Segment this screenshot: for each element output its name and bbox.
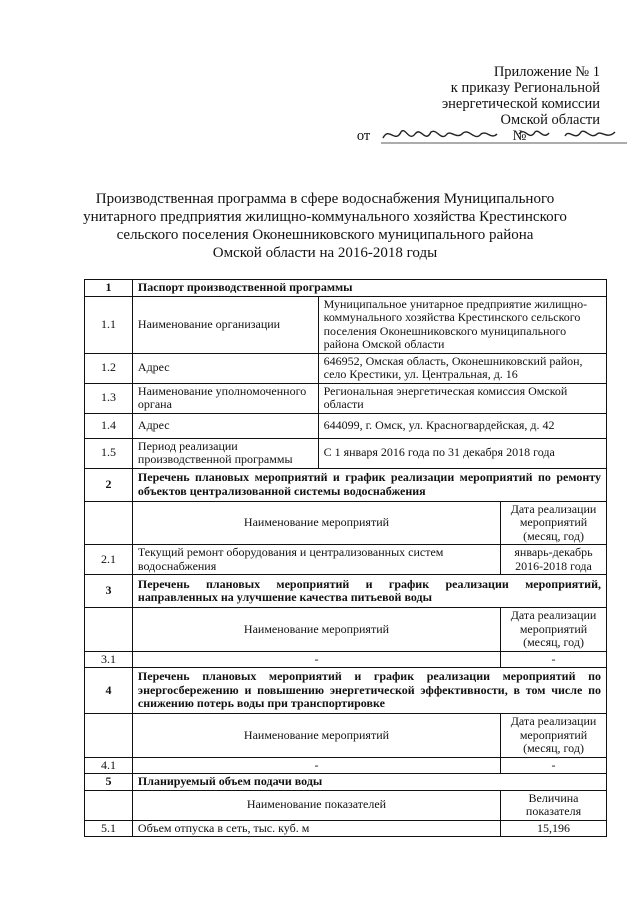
column-header-name: Наименование показателей — [132, 790, 500, 820]
order-reference: к приказу Региональной — [450, 80, 600, 96]
column-header-date: Дата реализации мероприятий (месяц, год) — [501, 501, 607, 545]
measure-name: - — [132, 757, 500, 774]
column-header-name: Наименование мероприятий — [132, 501, 500, 545]
measure-date: январь-декабрь 2016-2018 года — [501, 545, 607, 575]
row-number: 1.5 — [85, 438, 133, 468]
column-header-date: Дата реализации мероприятий (месяц, год) — [501, 608, 607, 652]
section-number: 5 — [85, 774, 133, 791]
document-title — [60, 190, 590, 262]
indicator-name: Объем отпуска в сеть, тыс. куб. м — [132, 820, 500, 837]
indicator-value: 15,196 — [501, 820, 607, 837]
row-value: Муниципальное унитарное предприятие жилищно-коммунального хозяйства Крестинского сельского поселения Оконешниковского муниципального района Омской области — [318, 296, 606, 353]
region-name: Омской области — [500, 112, 600, 128]
row-value: 644099, г. Омск, ул. Красногвардейская, д. 42 — [318, 413, 606, 438]
table-row — [85, 438, 607, 468]
appendix-number: Приложение № 1 — [493, 64, 600, 80]
empty-cell — [85, 714, 133, 758]
column-header-date: Дата реализации мероприятий (месяц, год) — [501, 714, 607, 758]
empty-cell — [85, 501, 133, 545]
row-number: 1.4 — [85, 413, 133, 438]
section-3-header — [85, 575, 607, 608]
order-date-line — [340, 128, 600, 144]
row-number: 2.1 — [85, 545, 133, 575]
section-title: Планируемый объем подачи воды — [132, 774, 606, 791]
column-header-value: Величина показателя — [501, 790, 607, 820]
row-value: 646952, Омская область, Оконешниковский район, село Крестики, ул. Центральная, д. 16 — [318, 353, 606, 383]
row-number: 4.1 — [85, 757, 133, 774]
section-title: Перечень плановых мероприятий и график реализации мероприятий по энергосбережению и повышению энергетической эффективности, в том числе по снижению потерь воды при транспортировке — [132, 668, 606, 714]
row-number: 1.1 — [85, 296, 133, 353]
section-1-header — [85, 280, 607, 297]
row-label: Адрес — [132, 413, 318, 438]
number-sign: № — [512, 128, 527, 144]
row-number: 3.1 — [85, 651, 133, 668]
date-prefix: от — [356, 128, 371, 144]
table-row — [85, 413, 607, 438]
section-number: 4 — [85, 668, 133, 714]
row-number: 1.2 — [85, 353, 133, 383]
table-row — [85, 820, 607, 837]
column-header-row — [85, 714, 607, 758]
row-label: Наименование организации — [132, 296, 318, 353]
row-label: Адрес — [132, 353, 318, 383]
title-line-2: унитарного предприятия жилищно-коммунального хозяйства Крестинского — [83, 209, 567, 225]
column-header-row — [85, 501, 607, 545]
column-header-name: Наименование мероприятий — [132, 608, 500, 652]
section-title: Перечень плановых мероприятий и график реализации мероприятий, направленных на улучшение качества питьевой воды — [132, 575, 606, 608]
column-header-row — [85, 790, 607, 820]
title-line-1: Производственная программа в сфере водоснабжения Муниципального — [95, 191, 555, 207]
section-number: 3 — [85, 575, 133, 608]
column-header-name: Наименование мероприятий — [132, 714, 500, 758]
row-number: 1.3 — [85, 383, 133, 413]
section-number: 2 — [85, 468, 133, 501]
table-row — [85, 757, 607, 774]
commission-name: энергетической комиссии — [441, 96, 600, 112]
row-number: 5.1 — [85, 820, 133, 837]
measure-date: - — [501, 757, 607, 774]
measure-name: - — [132, 651, 500, 668]
row-label: Период реализации производственной программы — [132, 438, 318, 468]
handwritten-date-number — [357, 128, 600, 144]
row-label: Наименование уполномоченного органа — [132, 383, 318, 413]
table-row — [85, 651, 607, 668]
row-value: С 1 января 2016 года по 31 декабря 2018 года — [318, 438, 606, 468]
section-4-header — [85, 668, 607, 714]
title-line-4: Омской области на 2016-2018 годы — [212, 245, 438, 261]
measure-date: - — [501, 651, 607, 668]
table-row — [85, 296, 607, 353]
title-line-3: сельского поселения Оконешниковского муниципального района — [116, 227, 534, 243]
measure-name: Текущий ремонт оборудования и централизованных систем водоснабжения — [132, 545, 500, 575]
handwriting-signature-icon — [379, 124, 629, 148]
empty-cell — [85, 790, 133, 820]
section-title: Паспорт производственной программы — [132, 280, 606, 297]
row-value: Региональная энергетическая комиссия Омской области — [318, 383, 606, 413]
empty-cell — [85, 608, 133, 652]
table-row — [85, 383, 607, 413]
section-number: 1 — [85, 280, 133, 297]
section-title: Перечень плановых мероприятий и график реализации мероприятий по ремонту объектов централизованной системы водоснабжения — [132, 468, 606, 501]
section-2-header — [85, 468, 607, 501]
section-5-header — [85, 774, 607, 791]
program-table — [84, 279, 607, 837]
table-row — [85, 353, 607, 383]
table-row — [85, 545, 607, 575]
approval-block — [340, 64, 600, 144]
column-header-row — [85, 608, 607, 652]
